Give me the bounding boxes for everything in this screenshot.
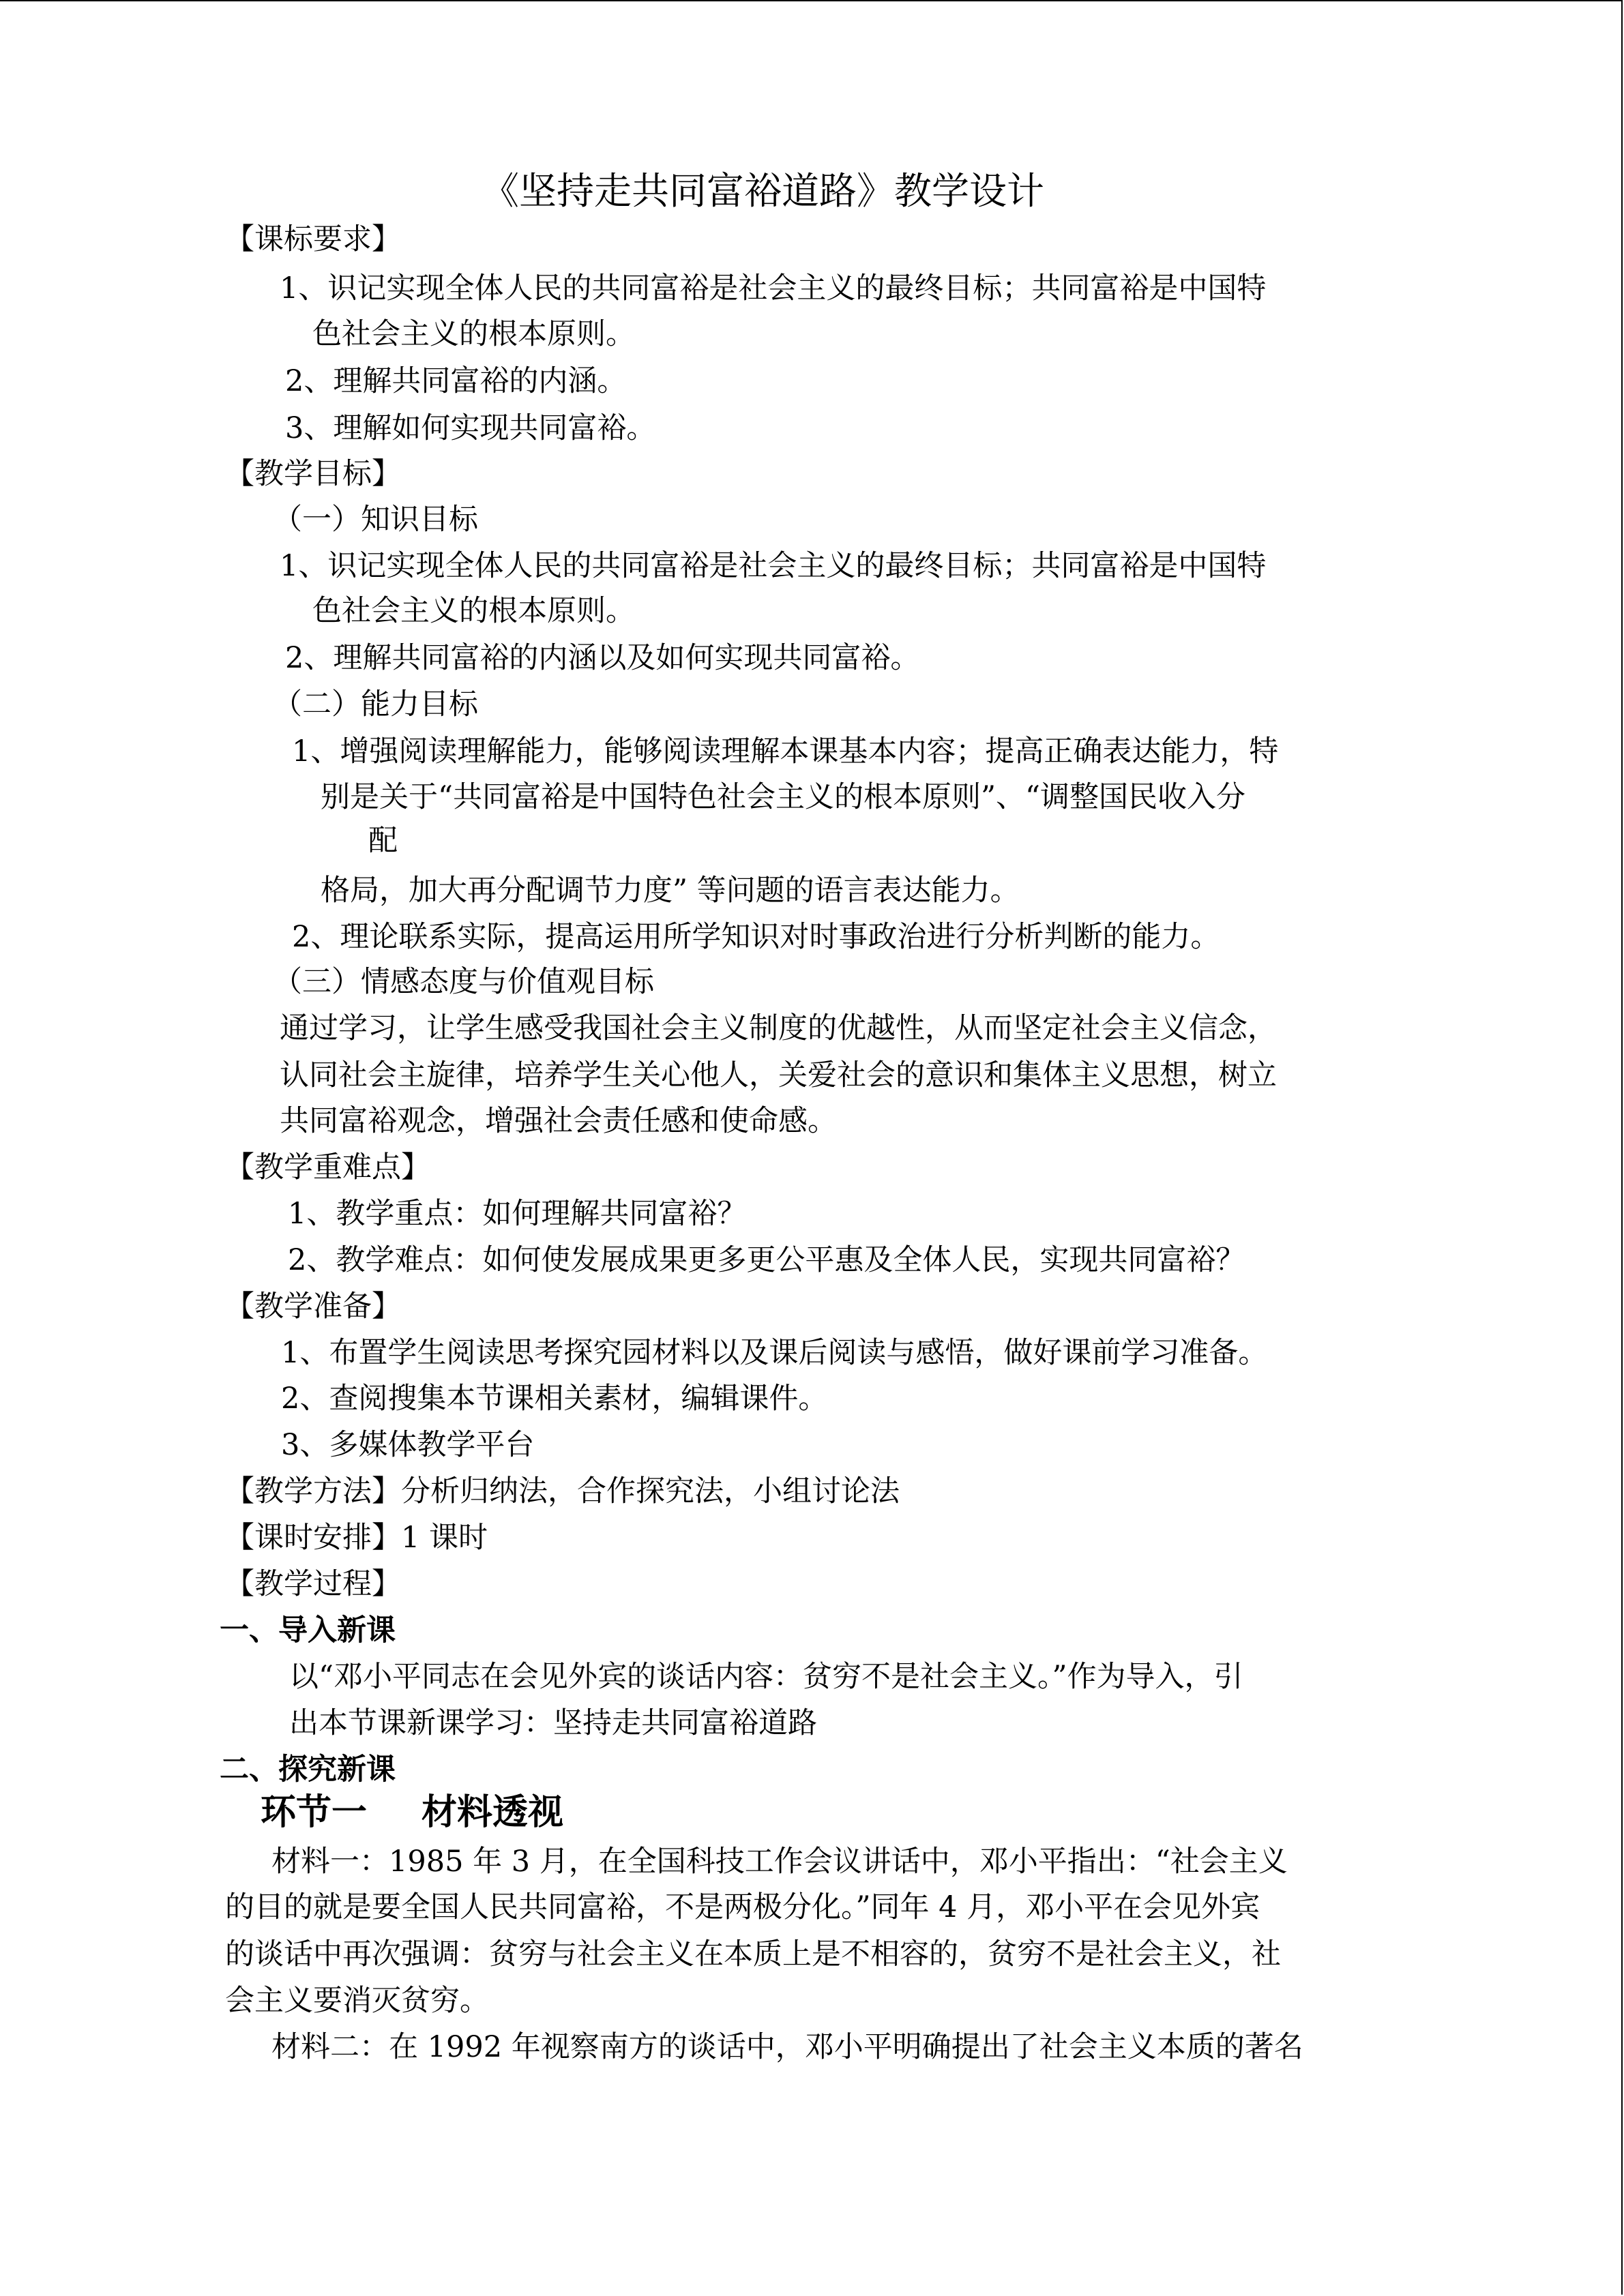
emotion-goal-item: 通过学习，让学生感受我国社会主义制度的优越性，从而坚定社会主义信念，	[280, 1011, 1277, 1045]
knowledge-goal-item: 1、识记实现全体人民的共同富裕是社会主义的最终目标；共同富裕是中国特	[280, 549, 1267, 583]
keshi-line: 【课时安排】1 课时	[225, 1521, 488, 1555]
ability-goal-label: （二）能力目标	[273, 687, 478, 721]
zhunbei-item: 2、查阅搜集本节课相关素材，编辑课件。	[281, 1382, 828, 1416]
ability-goal-item: 1、增强阅读理解能力，能够阅读理解本课基本内容；提高正确表达能力，特	[292, 734, 1279, 769]
segment-title: 材料透视	[422, 1791, 564, 1833]
material1-line: 的目的就是要全国人民共同富裕，不是两极分化。”同年 4 月，邓小平在会见外宾	[225, 1890, 1260, 1924]
material1-line: 会主义要消灭贫穷。	[225, 1984, 489, 2018]
zhunbei-item: 1、布置学生阅读思考探究园材料以及课后阅读与感悟，做好课前学习准备。	[281, 1336, 1268, 1370]
zhongnan-heading: 【教学重难点】	[225, 1150, 430, 1184]
kebiao-item: 1、识记实现全体人民的共同富裕是社会主义的最终目标；共同富裕是中国特	[280, 271, 1267, 305]
zhunbei-heading: 【教学准备】	[225, 1289, 401, 1324]
part1-line: 出本节课新课学习：坚持走共同富裕道路	[289, 1706, 817, 1740]
kebiao-item: 3、理解如何实现共同富裕。	[285, 411, 656, 445]
mubiao-heading: 【教学目标】	[225, 457, 401, 491]
part2-heading: 二、探究新课	[220, 1753, 396, 1787]
part1-line: 以“邓小平同志在会见外宾的谈话内容：贫穷不是社会主义。”作为导入，引	[289, 1660, 1243, 1694]
fangfa-line: 【教学方法】分析归纳法，合作探究法，小组讨论法	[225, 1474, 900, 1508]
knowledge-goal-item: 2、理解共同富裕的内涵以及如何实现共同富裕。	[285, 641, 920, 675]
material1-line: 材料一：1985 年 3 月，在全国科技工作会议讲话中，邓小平指出：“社会主义	[271, 1845, 1288, 1879]
knowledge-goal-item: 色社会主义的根本原则。	[312, 594, 635, 628]
part1-heading: 一、导入新课	[220, 1613, 396, 1648]
ability-goal-item: 别是关于“共同富裕是中国特色社会主义的根本原则”、“调整国民收入分	[321, 780, 1245, 814]
zhunbei-item: 3、多媒体教学平台	[281, 1428, 535, 1462]
knowledge-goal-label: （一）知识目标	[273, 503, 478, 537]
document-title: 《坚持走共同富裕道路》教学设计	[482, 169, 1045, 213]
kebiao-item: 2、理解共同富裕的内涵。	[285, 364, 627, 398]
zhongnan-item: 2、教学难点：如何使发展成果更多更公平惠及全体人民，实现共同富裕？	[288, 1243, 1245, 1277]
segment-heading	[261, 1788, 563, 1837]
kebiao-item: 色社会主义的根本原则。	[312, 317, 635, 351]
ability-goal-item: 配	[368, 824, 398, 858]
material1-line: 的谈话中再次强调：贫穷与社会主义在本质上是不相容的，贫穷不是社会主义，社	[225, 1937, 1281, 1971]
guocheng-heading: 【教学过程】	[225, 1567, 401, 1601]
ability-goal-item: 格局，加大再分配调节力度” 等问题的语言表达能力。	[321, 874, 1020, 908]
emotion-goal-label: （三）情感态度与价值观目标	[273, 965, 654, 999]
material2-line: 材料二：在 1992 年视察南方的谈话中，邓小平明确提出了社会主义本质的著名	[271, 2030, 1303, 2064]
segment-number: 环节一	[261, 1791, 368, 1833]
kebiao-heading: 【课标要求】	[225, 222, 401, 256]
zhongnan-item: 1、教学重点：如何理解共同富裕？	[288, 1197, 747, 1231]
ability-goal-item: 2、理论联系实际，提高运用所学知识对时事政治进行分析判断的能力。	[292, 920, 1220, 954]
emotion-goal-item: 共同富裕观念，增强社会责任感和使命感。	[280, 1104, 837, 1138]
emotion-goal-item: 认同社会主旋律，培养学生关心他人，关爱社会的意识和集体主义思想，树立	[280, 1058, 1277, 1092]
